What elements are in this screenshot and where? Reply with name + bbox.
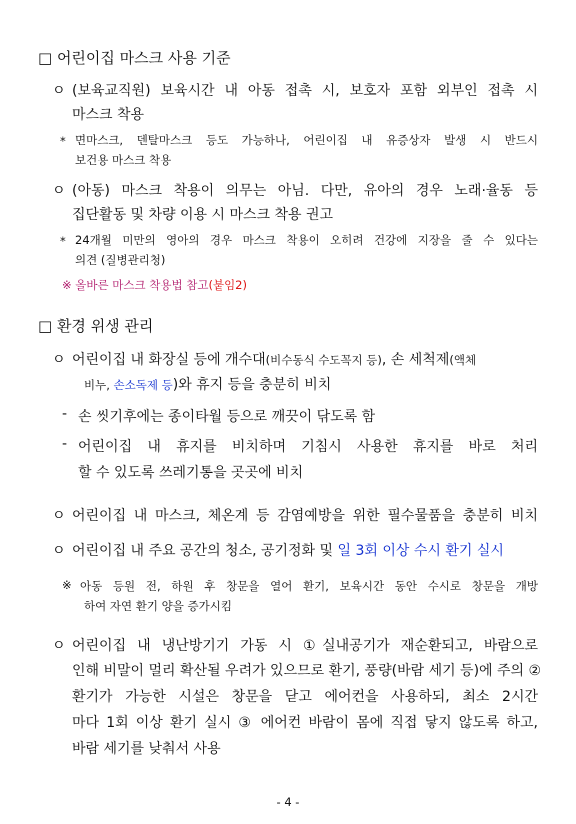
aircon-line4: 마다 1회 이상 환기 실시 ③ 에어컨 바람이 몸에 직접 닿지 않도록 하고, bbox=[72, 715, 538, 731]
ventilation-line: 어린이집 내 주요 공간의 청소, 공기정화 및 일 3회 이상 수시 환기 실시 bbox=[72, 543, 504, 559]
bullet-circle: ㅇ bbox=[52, 638, 66, 654]
child-mask-line1: (아동) 마스크 착용이 의무는 아님. 다만, 유아의 경우 노래·율동 등 bbox=[72, 183, 538, 199]
reference-attachment: (붙임2) bbox=[208, 278, 247, 292]
teacher-mask-line2: 마스크 착용 bbox=[72, 107, 145, 123]
window-note-line1: 아동 등원 전, 하원 후 창문을 열어 환기, 보육시간 동안 수시로 창문을 개방 bbox=[80, 579, 538, 593]
child-mask-line2: 집단활동 및 차량 이용 시 마스크 착용 권고 bbox=[72, 207, 334, 223]
aircon-line1: 어린이집 내 냉난방기기 가동 시 ①실내공기가 재순환되고, 바람으로 bbox=[72, 638, 538, 654]
reference-symbol: ※ bbox=[62, 278, 72, 292]
ventilation-highlight: 일 3회 이상 수시 환기 실시 bbox=[337, 543, 504, 559]
note-symbol: ※ bbox=[62, 578, 72, 592]
bullet-circle: ㅇ bbox=[52, 352, 66, 368]
dash-bullet: - bbox=[62, 436, 68, 452]
bullet-circle: ㅇ bbox=[52, 508, 66, 524]
dash-bullet: - bbox=[62, 406, 68, 422]
window-note-line2: 하여 자연 환기 양을 증가시킴 bbox=[84, 599, 232, 613]
reference-note bbox=[62, 277, 247, 293]
section-heading-mask-standard: □ 어린이집 마스크 사용 기준 bbox=[38, 49, 231, 67]
paper-towel-line: 손 씻기후에는 종이타월 등으로 깨끗이 닦도록 함 bbox=[78, 409, 376, 425]
mask-type-note-line2: 보건용 마스크 착용 bbox=[75, 153, 172, 167]
bullet-circle: ㅇ bbox=[52, 543, 66, 559]
reference-text: 올바른 마스크 착용법 참고 bbox=[75, 278, 209, 292]
section-heading-hygiene: □ 환경 위생 관리 bbox=[38, 317, 154, 335]
sink-soap-line1: 어린이집 내 화장실 등에 개수대(비수동식 수도꼭지 등), 손 세척제(액체 bbox=[72, 352, 477, 368]
infant-note-line1: 24개월 미만의 영아의 경우 마스크 착용이 오히려 건강에 지장을 줄 수 있다는 bbox=[75, 233, 538, 247]
bullet-circle: ㅇ bbox=[52, 83, 66, 99]
page-number: - 4 - bbox=[276, 795, 300, 809]
note-asterisk: * bbox=[60, 134, 66, 148]
aircon-line2: 인해 비말이 멀리 확산될 우려가 있으므로 환기, 풍량(바람 세기 등)에 주의 ② bbox=[72, 663, 542, 679]
sink-soap-line2: 비누, 손소독제 등)와 휴지 등을 충분히 비치 bbox=[84, 377, 332, 393]
aircon-line5: 바람 세기를 낮춰서 사용 bbox=[72, 741, 221, 757]
teacher-mask-line1: (보육교직원) 보육시간 내 아동 접촉 시, 보호자 포함 외부인 접촉 시 bbox=[72, 83, 538, 99]
note-asterisk: * bbox=[60, 234, 66, 248]
tissue-line2: 할 수 있도록 쓰레기통을 곳곳에 비치 bbox=[78, 465, 304, 481]
essential-supplies-line: 어린이집 내 마스크, 체온계 등 감염예방을 위한 필수물품을 충분히 비치 bbox=[72, 508, 538, 524]
bullet-circle: ㅇ bbox=[52, 183, 66, 199]
infant-note-line2: 의견 (질병관리청) bbox=[75, 253, 166, 267]
mask-type-note-line1: 면마스크, 덴탈마스크 등도 가능하나, 어린이집 내 유증상자 발생 시 반드시 bbox=[75, 133, 538, 147]
aircon-line3: 환기가 가능한 시설은 창문을 닫고 에어컨을 사용하되, 최소 2시간 bbox=[72, 689, 538, 705]
tissue-line1: 어린이집 내 휴지를 비치하며 기침시 사용한 휴지를 바로 처리 bbox=[78, 439, 538, 455]
